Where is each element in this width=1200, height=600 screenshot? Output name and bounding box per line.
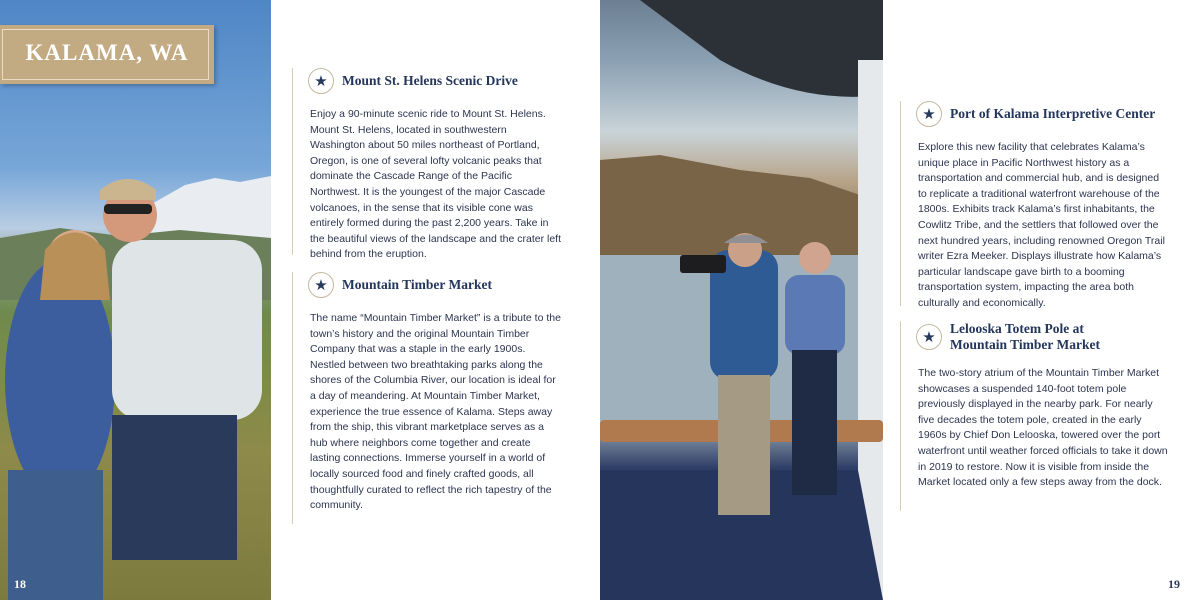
section-title-line-2: Mountain Timber Market: [950, 337, 1101, 352]
photo-right-illustration: [600, 0, 883, 600]
camera: [680, 255, 726, 273]
second-man-pants: [792, 350, 837, 495]
photo-mount-st-helens-couple: [0, 0, 271, 600]
section-title: Mount St. Helens Scenic Drive: [342, 73, 518, 88]
star-icon: ★: [308, 68, 334, 94]
section-heading: [308, 68, 562, 94]
section-mount-st-helens: [292, 68, 562, 261]
section-body: The name “Mountain Timber Market” is a tribute to the town’s history and the original Mountain Timber Company that was a staple in the early 1900s. Nestled between two breathtaking parks along the shores of the Columbia River, our location is ideal for a day of meandering. At Mountain Timber Market, experience the true essence of Kalama. Steps away from the ship, this vibrant marketplace serves as a hub where neighbors come together and create lasting connections. Immerse yourself in a world of locally sourced food and finely crafted goods, all thoughtfully curated to reflect the rich tapestry of the community.: [310, 312, 561, 512]
section-rule: [292, 68, 293, 255]
section-title-line-1: Lelooska Totem Pole at: [950, 321, 1084, 336]
section-body: The two-story atrium of the Mountain Timber Market showcases a suspended 140-foot totem pole previously displayed in the nearby park. For nearly five decades the totem pole, created in the early 1960s by Chief Don Lelooska, towered over the port waterfront until weather forced officials to take it down in 2019 to restore. Now it is visible from inside the Market located only a few steps away from the dock.: [918, 367, 1168, 489]
location-banner: [0, 25, 214, 84]
section-title: Mountain Timber Market: [342, 277, 493, 292]
section-heading: [308, 272, 562, 298]
banner-title: KALAMA, WA: [25, 40, 189, 65]
section-title: [950, 321, 1100, 353]
ship-overhang: [640, 0, 883, 97]
star-icon: ★: [916, 101, 942, 127]
page-number-left: 18: [14, 577, 26, 591]
section-port-of-kalama: [900, 101, 1170, 309]
man-sunglasses: [104, 204, 152, 214]
second-man-shirt: [785, 275, 845, 355]
photo-ship-deck-photographers: [600, 0, 883, 600]
section-mountain-timber-market: [292, 272, 562, 524]
man-cap: [100, 179, 156, 200]
section-heading: [916, 101, 1170, 127]
second-man-face: [799, 242, 831, 274]
section-title: Port of Kalama Interpretive Center: [950, 106, 1156, 121]
section-body: Explore this new facility that celebrates Kalama’s unique place in Pacific Northwest history as a transportation and commercial hub, and is designed to replicate a traditional waterfront warehouse of the 1800s. Exhibits track Kalama’s first inhabitants, the Cowlitz Tribe, and the settlers that followed over the next hundred years, including renowned Oregon Trail writer Ezra Meeker. Displays illustrate how Kalama’s particular landscape gave birth to a booming transportation system, impacting the area both culturally and economically.: [918, 141, 1165, 309]
page-number-right: 19: [1168, 577, 1180, 591]
section-heading: [916, 321, 1170, 353]
section-rule: [900, 321, 901, 511]
man-shorts: [112, 415, 237, 560]
man-khaki-pants: [718, 375, 770, 515]
section-body: Enjoy a 90-minute scenic ride to Mount St. Helens. Mount St. Helens, located in southwestern Washington about 50 miles northeast of Portland, Oregon, is one of several lofty volcanic peaks that dominate the Cascade Range of the Pacific Northwest. It is the youngest of the major Cascade volcanoes, in the sense that its visible cone was entirely formed during the past 2,200 years. Take in the beautiful views of the landscape and the crater left behind from the eruption.: [310, 108, 561, 261]
photo-left-illustration: [0, 0, 271, 600]
section-rule: [900, 101, 901, 306]
star-icon: ★: [916, 324, 942, 350]
section-rule: [292, 272, 293, 524]
star-icon: ★: [308, 272, 334, 298]
section-lelooska-totem-pole: [900, 321, 1170, 511]
man-shirt: [112, 240, 262, 420]
